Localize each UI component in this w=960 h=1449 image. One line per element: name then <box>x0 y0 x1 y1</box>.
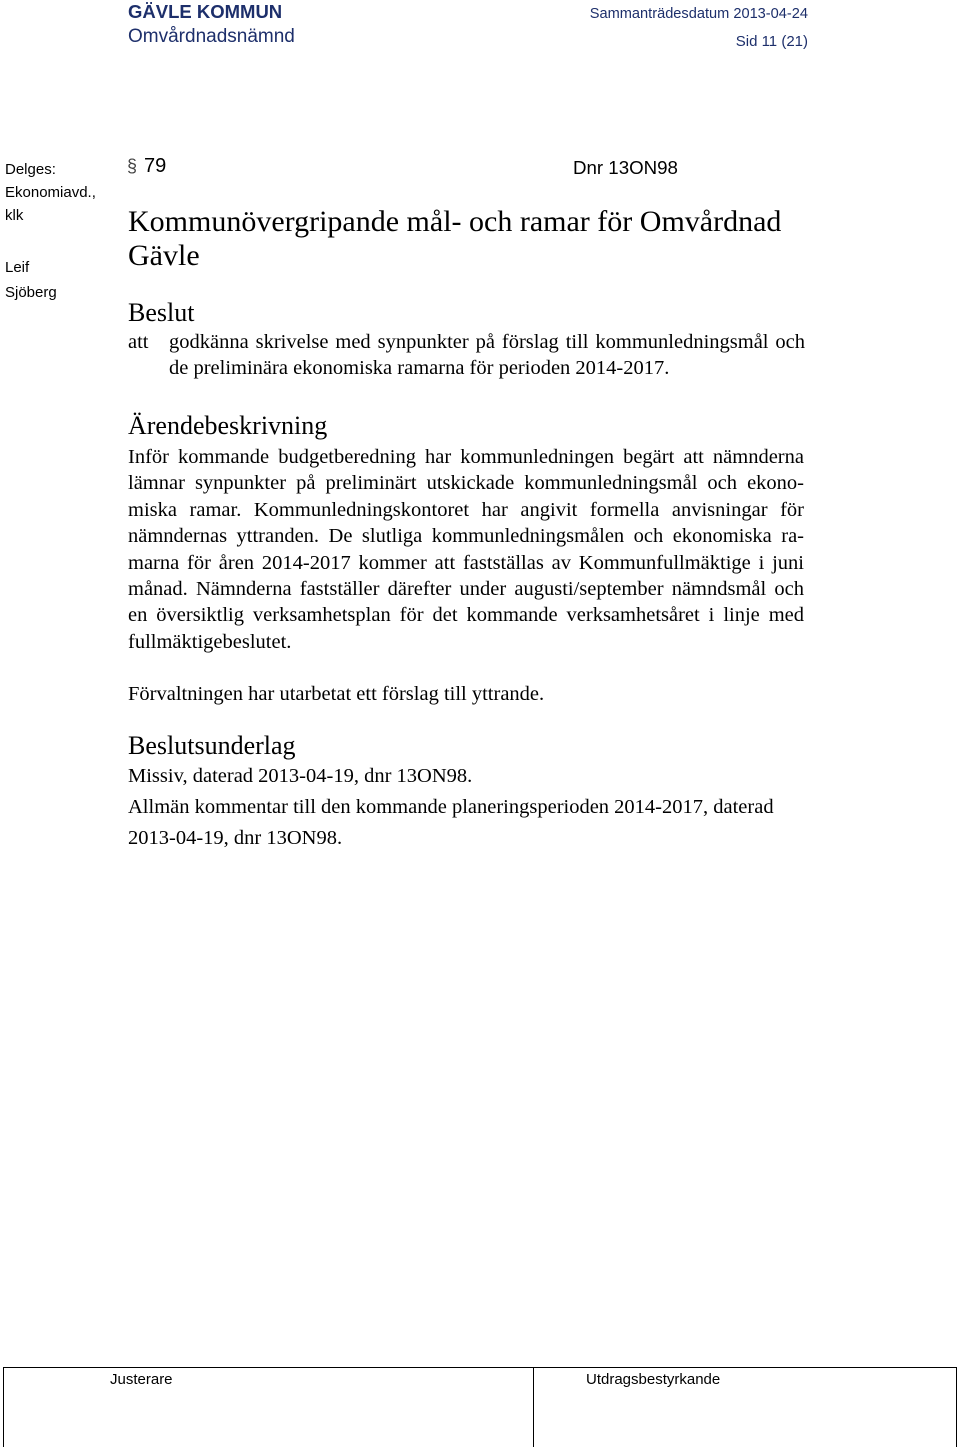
description-note: Förvaltningen har utarbetat ett förslag till yttrande. <box>128 683 545 705</box>
distribution-label: Delges: <box>5 161 56 178</box>
basis-item-line: Allmän kommentar till den kommande planeringsperioden 2014-2017, daterad <box>128 796 774 818</box>
description-line: Inför kommande budgetberedning har kommunledningen begärt att nämnderna <box>128 446 804 468</box>
basis-item-line: Missiv, daterad 2013-04-19, dnr 13ON98. <box>128 765 473 787</box>
decision-text-line: de preliminära ekonomiska ramarna för perioden 2014-2017. <box>169 357 670 379</box>
contact-person-last: Sjöberg <box>5 284 57 301</box>
footer-rule <box>3 1367 957 1368</box>
meeting-date: Sammanträdesdatum 2013-04-24 <box>589 6 808 22</box>
org-name: GÄVLE KOMMUN <box>128 1 283 22</box>
footer-certification-label: Utdragsbestyrkande <box>586 1371 721 1388</box>
decision-prefix: att <box>128 331 149 353</box>
description-line: en översiktlig verksamhetsplan för det kommande verksamhetsåret i linje med <box>128 604 804 626</box>
description-line: månad. Nämnderna fastställer därefter under augusti/september nämndsmål och <box>128 578 804 600</box>
description-line: fullmäktigebeslutet. <box>128 631 292 653</box>
decision-heading: Beslut <box>128 298 195 327</box>
page-number: Sid 11 (21) <box>735 33 808 50</box>
case-title-line: Kommunövergripande mål- och ramar för Omvårdnad <box>128 205 782 238</box>
contact-person-first: Leif <box>5 259 30 276</box>
description-line: miska ramar. Kommunledningskontoret har angivit formella anvisningar för <box>128 499 804 521</box>
footer-divider <box>533 1367 534 1447</box>
basis-heading: Beslutsunderlag <box>128 731 296 760</box>
case-reference: Dnr 13ON98 <box>573 157 678 178</box>
committee-name: Omvårdnadsnämnd <box>128 26 295 47</box>
distribution-recipient: Ekonomiavd., <box>5 184 96 201</box>
description-line: nämndernas yttranden. De slutliga kommunledningsmålen och ekonomiska ra- <box>128 525 804 547</box>
basis-item-line: 2013-04-19, dnr 13ON98. <box>128 827 343 849</box>
footer-right-border <box>956 1367 957 1447</box>
case-title-line: Gävle <box>128 239 200 272</box>
description-line: marna för åren 2014-2017 kommer att fastställas av Kommunfullmäktige i juni <box>128 552 804 574</box>
footer-left-border <box>3 1367 4 1447</box>
description-line: lämnar synpunkter på preliminärt utskickade kommunledningsmål och ekono- <box>128 472 804 494</box>
distribution-recipient: klk <box>5 207 24 224</box>
decision-text-line: godkänna skrivelse med synpunkter på förslag till kommunledningsmål och <box>169 331 805 353</box>
section-number: 79 <box>144 155 167 177</box>
footer-adjusters-label: Justerare <box>110 1371 173 1388</box>
description-heading: Ärendebeskrivning <box>128 411 328 440</box>
section-symbol: § <box>127 156 138 176</box>
